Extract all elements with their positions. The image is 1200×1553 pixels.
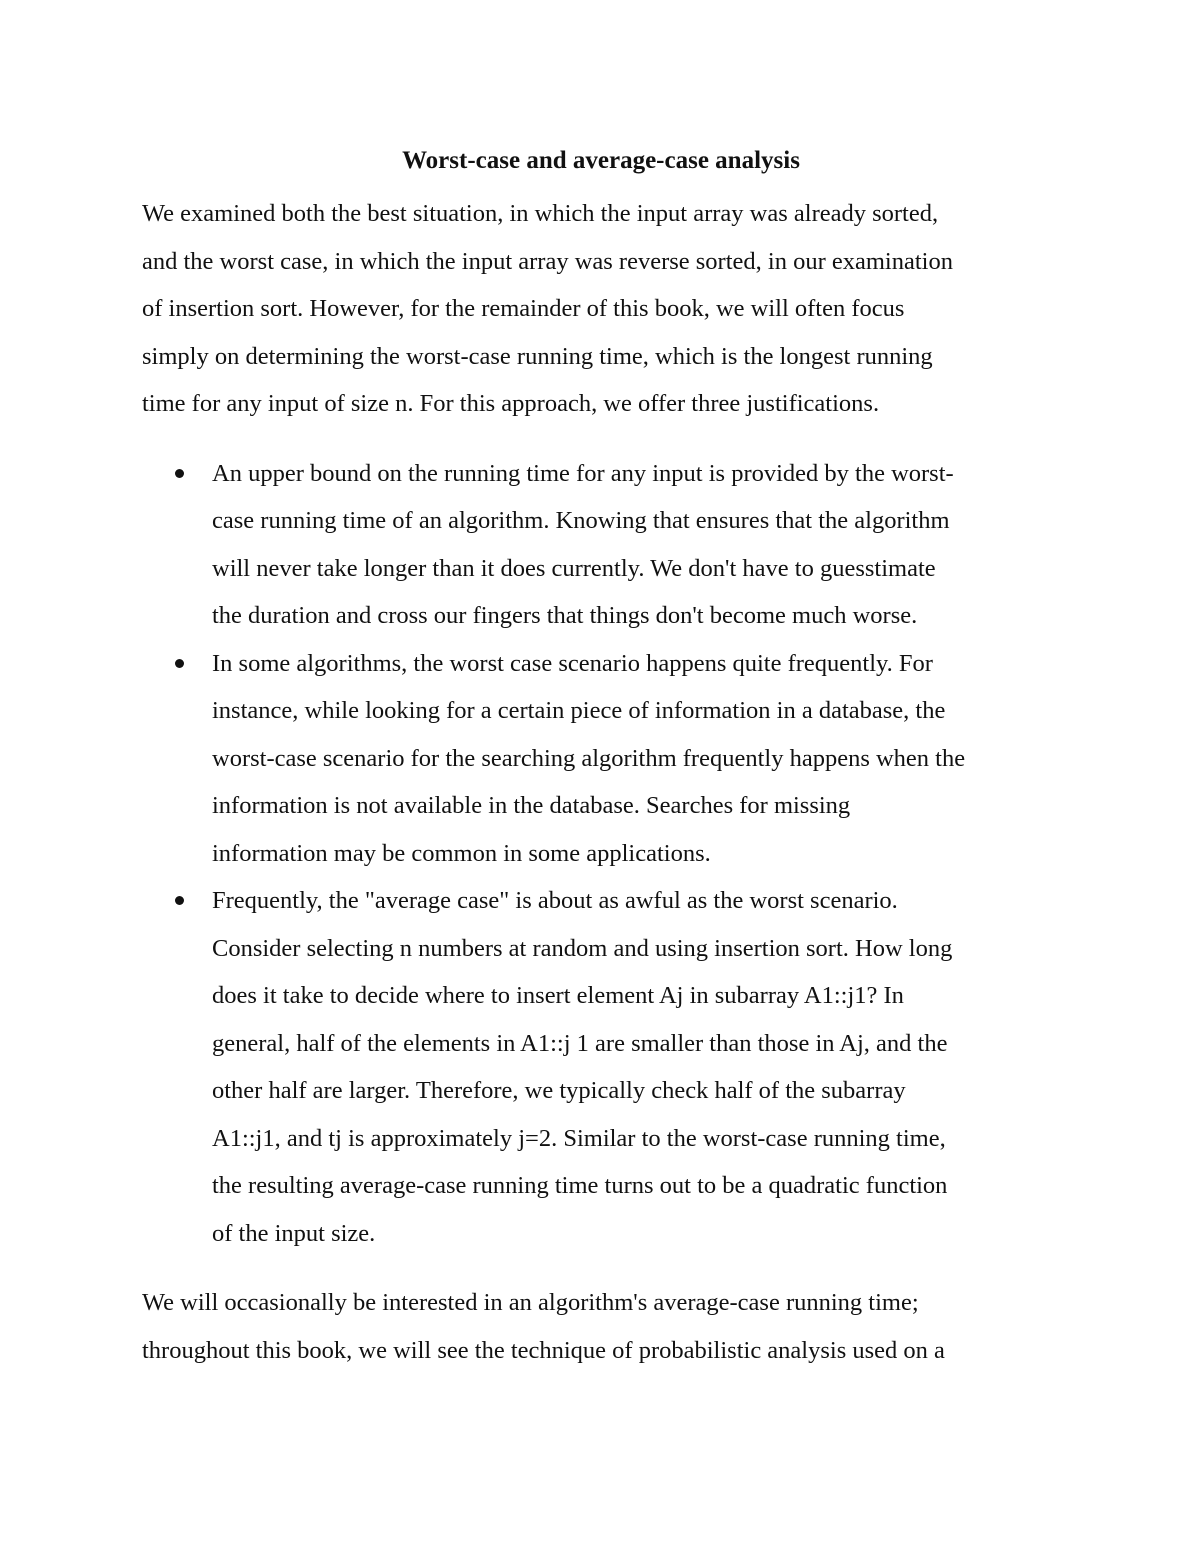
- bullet-line: An upper bound on the running time for any input is provided by the worst-: [212, 459, 954, 487]
- bullet-icon: [175, 896, 184, 905]
- intro-line: simply on determining the worst-case running time, which is the longest running: [142, 342, 933, 370]
- justification-list: [142, 450, 1060, 1258]
- intro-line: of insertion sort. However, for the remainder of this book, we will often focus: [142, 295, 905, 322]
- bullet-line: of the input size.: [212, 1219, 376, 1247]
- bullet-line: case running time of an algorithm. Knowing that ensures that the algorithm: [212, 507, 950, 534]
- closing-line: We will occasionally be interested in an algorithm's average-case running time;: [142, 1289, 919, 1316]
- bullet-line: the resulting average-case running time turns out to be a quadratic function: [212, 1172, 948, 1199]
- bullet-line: instance, while looking for a certain piece of information in a database, the: [212, 697, 946, 724]
- document-title: Worst-case and average-case analysis: [402, 147, 800, 174]
- list-item: [142, 450, 1060, 640]
- bullet-line: will never take longer than it does currently. We don't have to guesstimate: [212, 554, 936, 582]
- closing-paragraph: [142, 1279, 1060, 1374]
- intro-paragraph: [142, 190, 1060, 428]
- intro-line: We examined both the best situation, in which the input array was already sorted,: [142, 200, 939, 227]
- list-item: [142, 877, 1060, 1257]
- bullet-line: other half are larger. Therefore, we typically check half of the subarray: [212, 1077, 906, 1104]
- bullet-line: Consider selecting n numbers at random and using insertion sort. How long: [212, 934, 953, 962]
- closing-line: throughout this book, we will see the technique of probabilistic analysis used on a: [142, 1336, 945, 1364]
- bullet-line: A1::j1, and tj is approximately j=2. Similar to the worst-case running time,: [212, 1124, 946, 1152]
- bullet-line: does it take to decide where to insert element Aj in subarray A1::j1? In: [212, 982, 904, 1009]
- list-item: [142, 640, 1060, 878]
- bullet-line: general, half of the elements in A1::j 1 are smaller than those in Aj, and the: [212, 1029, 948, 1057]
- bullet-line: worst-case scenario for the searching algorithm frequently happens when the: [212, 744, 966, 772]
- bullet-line: the duration and cross our fingers that things don't become much worse.: [212, 602, 918, 629]
- bullet-icon: [175, 469, 184, 478]
- bullet-line: Frequently, the "average case" is about as awful as the worst scenario.: [212, 887, 898, 914]
- bullet-line: information may be common in some applications.: [212, 839, 711, 867]
- bullet-icon: [175, 659, 184, 668]
- bullet-line: In some algorithms, the worst case scenario happens quite frequently. For: [212, 649, 933, 677]
- bullet-line: information is not available in the database. Searches for missing: [212, 792, 851, 819]
- intro-line: and the worst case, in which the input array was reverse sorted, in our examination: [142, 247, 953, 275]
- intro-line: time for any input of size n. For this approach, we offer three justifications.: [142, 390, 880, 417]
